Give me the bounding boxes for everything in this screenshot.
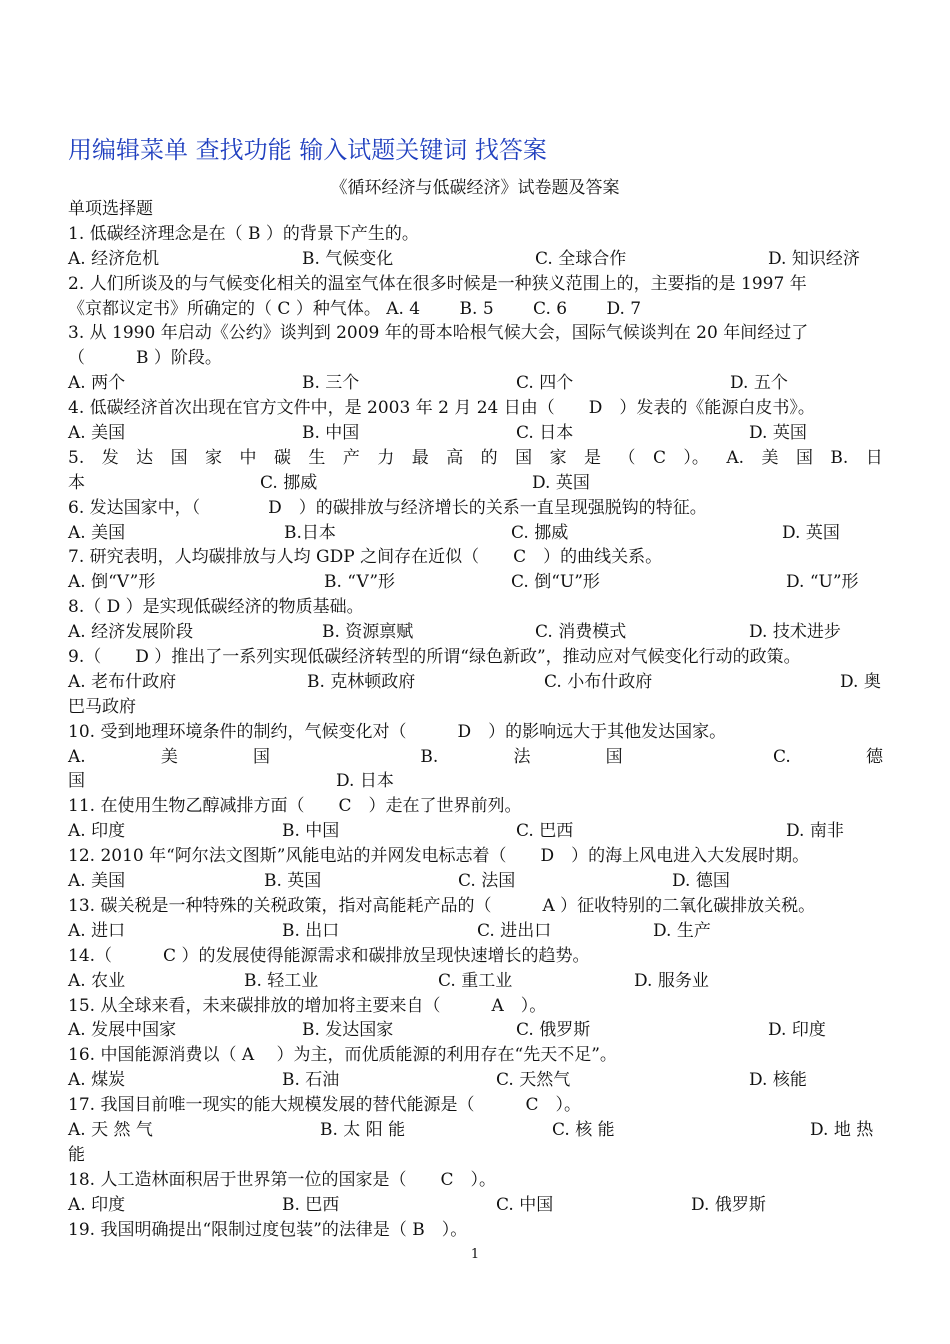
text-fragment: 发 [101, 447, 119, 468]
options-line [68, 570, 883, 595]
text-fragment: 5. [68, 447, 85, 468]
text-fragment: A. [726, 447, 745, 468]
answer-option: D. “U”形 [786, 572, 859, 593]
answer-option: A. 煤炭 [68, 1070, 126, 1091]
question-line: 18. 人工造林面积居于世界第一位的国家是（ C ）。 [68, 1169, 496, 1190]
question-line: 4. 低碳经济首次出现在官方文件中，是 2003 年 2 月 24 日由（ D ）发表的《能源白皮书》。 [68, 398, 815, 419]
answer-option: D. 德国 [672, 871, 730, 892]
answer-option: B. 中国 [282, 821, 340, 842]
answer-option: D. 英国 [532, 472, 590, 493]
text-fragment: B. [420, 746, 439, 767]
options-line [68, 421, 883, 446]
answer-option: A. 进口 [68, 920, 126, 941]
answer-option: C. 消费模式 [535, 622, 627, 643]
justified-line [68, 446, 883, 471]
text-fragment: 国 [515, 447, 533, 468]
answer-option: D. 五个 [730, 373, 788, 394]
justified-line [68, 745, 883, 770]
answer-option: B.日本 [284, 522, 336, 543]
options-line [68, 969, 883, 994]
answer-option: D. 英国 [782, 522, 840, 543]
options-line [68, 1118, 883, 1143]
options-line [68, 670, 883, 695]
question-line: 17. 我国目前唯一现实的能大规模发展的替代能源是（ C ）。 [68, 1095, 581, 1116]
question-line: 14.（ C ）的发展使得能源需求和碳排放呈现快速增长的趋势。 [68, 945, 590, 966]
answer-option: B. 克林顿政府 [307, 671, 416, 692]
answer-option: D. 知识经济 [768, 248, 860, 269]
question-line: 能 [68, 1144, 85, 1165]
text-fragment: 生 [308, 447, 326, 468]
question-line: 8.（ D ）是实现低碳经济的物质基础。 [68, 597, 364, 618]
question-line: 2. 人们所谈及的与气候变化相关的温室气体在很多时候是一种狭义范围上的，主要指的是 1997 年 [68, 273, 807, 294]
answer-option: C. 俄罗斯 [516, 1020, 591, 1041]
answer-option: A. 老布什政府 [68, 671, 177, 692]
text-fragment: 国 [253, 746, 271, 767]
answer-option: B. 发达国家 [302, 1020, 394, 1041]
options-line [68, 471, 883, 496]
answer-option: C. 小布什政府 [544, 671, 653, 692]
text-fragment: 家 [549, 447, 567, 468]
answer-option: C. 重工业 [438, 970, 513, 991]
text-fragment: 是 [584, 447, 602, 468]
answer-option: B. 太 阳 能 [320, 1119, 406, 1140]
answer-option: B. 资源禀赋 [322, 622, 414, 643]
question-line: 7. 研究表明，人均碳排放与人均 GDP 之间存在近似（ C ）的曲线关系。 [68, 547, 663, 568]
options-line [68, 521, 883, 546]
options-line [68, 769, 883, 794]
question-line: 巴马政府 [68, 696, 136, 717]
answer-option: C. 进出口 [477, 920, 552, 941]
text-fragment: 最 [411, 447, 429, 468]
text-fragment: 国 [170, 447, 188, 468]
answer-option: D. 地 热 [810, 1119, 874, 1140]
answer-option: B. 出口 [282, 920, 340, 941]
answer-option: C. 挪威 [511, 522, 569, 543]
question-line: 12. 2010 年“阿尔法文图斯”风能电站的并网发电标志着（ D ）的海上风电进入大发展时期。 [68, 846, 810, 867]
answer-option: A. 经济危机 [68, 248, 160, 269]
answer-option: B. “V”形 [324, 572, 396, 593]
options-line [68, 247, 883, 272]
answer-option: A. 农业 [68, 970, 126, 991]
answer-option: A. 经济发展阶段 [68, 622, 194, 643]
answer-option: D. 俄罗斯 [691, 1194, 766, 1215]
answer-option: A. 美国 [68, 522, 126, 543]
document-title: 《循环经济与低碳经济》试卷题及答案 [330, 178, 620, 198]
text-fragment: C. [772, 746, 791, 767]
answer-option: B. 气候变化 [302, 248, 394, 269]
section-heading: 单项选择题 [68, 199, 153, 219]
question-line: 13. 碳关税是一种特殊的关税政策，指对高能耗产品的（ A ）征收特别的二氧化碳排放关税。 [68, 895, 816, 916]
question-line: 10. 受到地理环境条件的制约，气候变化对（ D ）的影响远大于其他发达国家。 [68, 721, 727, 742]
answer-option: C. 核 能 [552, 1119, 615, 1140]
text-fragment: B. [830, 447, 849, 468]
text-fragment: 力 [377, 447, 395, 468]
text-fragment: 国 [605, 746, 623, 767]
answer-option: B. 中国 [302, 423, 360, 444]
answer-option: C. 中国 [496, 1194, 554, 1215]
question-line: 19. 我国明确提出“限制过度包装”的法律是（ B ）。 [68, 1219, 468, 1240]
question-list [68, 197, 883, 1242]
options-line [68, 1018, 883, 1043]
text-fragment: 中 [239, 447, 257, 468]
answer-option: B. 三个 [302, 373, 360, 394]
text-fragment: 美 [160, 746, 178, 767]
question-line: 《京都议定书》所确定的（ C ）种气体。 A. 4 B. 5 C. 6 D. 7 [68, 298, 642, 319]
text-fragment: 高 [446, 447, 464, 468]
text-fragment: 产 [342, 447, 360, 468]
answer-option: D. 南非 [786, 821, 844, 842]
answer-option: D. 技术进步 [749, 622, 841, 643]
options-line [68, 371, 883, 396]
options-line [68, 620, 883, 645]
text-fragment: 美 [761, 447, 779, 468]
answer-option: D. 服务业 [634, 970, 709, 991]
text-fragment: 家 [205, 447, 223, 468]
instruction-banner: 用编辑菜单 查找功能 输入试题关键词 找答案 [68, 136, 547, 164]
text-fragment: （ [618, 447, 636, 468]
answer-option: A. 天 然 气 [68, 1119, 153, 1140]
answer-option: 本 [68, 472, 85, 493]
text-fragment: ）。 [683, 447, 709, 468]
question-line: 9.（ D ）推出了一系列实现低碳经济转型的所谓“绿色新政”，推动应对气候变化行动的政策。 [68, 647, 801, 668]
options-line [68, 819, 883, 844]
question-line: 16. 中国能源消费以（ A ）为主，而优质能源的利用存在“先天不足”。 [68, 1045, 617, 1066]
answer-option: D. 印度 [768, 1020, 826, 1041]
answer-option: A. 美国 [68, 871, 126, 892]
question-line: 11. 在使用生物乙醇减排方面（ C ）走在了世界前列。 [68, 796, 522, 817]
answer-option: C. 全球合作 [535, 248, 627, 269]
answer-option: 国 [68, 771, 85, 792]
answer-option: C. 天然气 [496, 1070, 571, 1091]
answer-option: C. 法国 [458, 871, 516, 892]
options-line [68, 869, 883, 894]
options-line [68, 1193, 883, 1218]
text-fragment: A. [68, 746, 86, 767]
options-line [68, 1068, 883, 1093]
question-line: （ B ）阶段。 [68, 348, 222, 369]
text-fragment: 日 [865, 447, 883, 468]
answer-option: B. 石油 [282, 1070, 340, 1091]
answer-option: A. 美国 [68, 423, 126, 444]
question-line: 1. 低碳经济理念是在（ B ）的背景下产生的。 [68, 223, 419, 244]
text-fragment: C [652, 447, 666, 468]
answer-option: D. 奥 [840, 671, 881, 692]
page-number: 1 [470, 1247, 480, 1262]
question-line: 15. 从全球来看，未来碳排放的增加将主要来自（ A ）。 [68, 995, 547, 1016]
answer-option: D. 生产 [653, 920, 711, 941]
options-line [68, 919, 883, 944]
answer-option: B. 英国 [264, 871, 322, 892]
answer-option: C. 挪威 [260, 472, 318, 493]
answer-option: C. 巴西 [516, 821, 574, 842]
answer-option: B. 轻工业 [244, 970, 319, 991]
answer-option: C. 四个 [516, 373, 574, 394]
answer-option: A. 发展中国家 [68, 1020, 177, 1041]
answer-option: D. 日本 [336, 771, 394, 792]
answer-option: D. 核能 [749, 1070, 807, 1091]
question-line: 3. 从 1990 年启动《公约》谈判到 2009 年的哥本哈根气候大会，国际气候谈判在 20 年间经过了 [68, 323, 809, 344]
answer-option: A. 倒“V”形 [68, 572, 156, 593]
answer-option: B. 巴西 [282, 1194, 340, 1215]
text-fragment: 达 [136, 447, 154, 468]
answer-option: D. 英国 [749, 423, 807, 444]
text-fragment: 国 [795, 447, 813, 468]
question-line: 6. 发达国家中，（ D ）的碳排放与经济增长的关系一直呈现强脱钩的特征。 [68, 497, 707, 518]
answer-option: A. 印度 [68, 1194, 126, 1215]
answer-option: A. 两个 [68, 373, 126, 394]
text-fragment: 德 [865, 746, 883, 767]
answer-option: C. 倒“U”形 [511, 572, 600, 593]
answer-option: A. 印度 [68, 821, 126, 842]
answer-option: C. 日本 [516, 423, 574, 444]
text-fragment: 碳 [273, 447, 291, 468]
text-fragment: 的 [480, 447, 498, 468]
text-fragment: 法 [513, 746, 531, 767]
